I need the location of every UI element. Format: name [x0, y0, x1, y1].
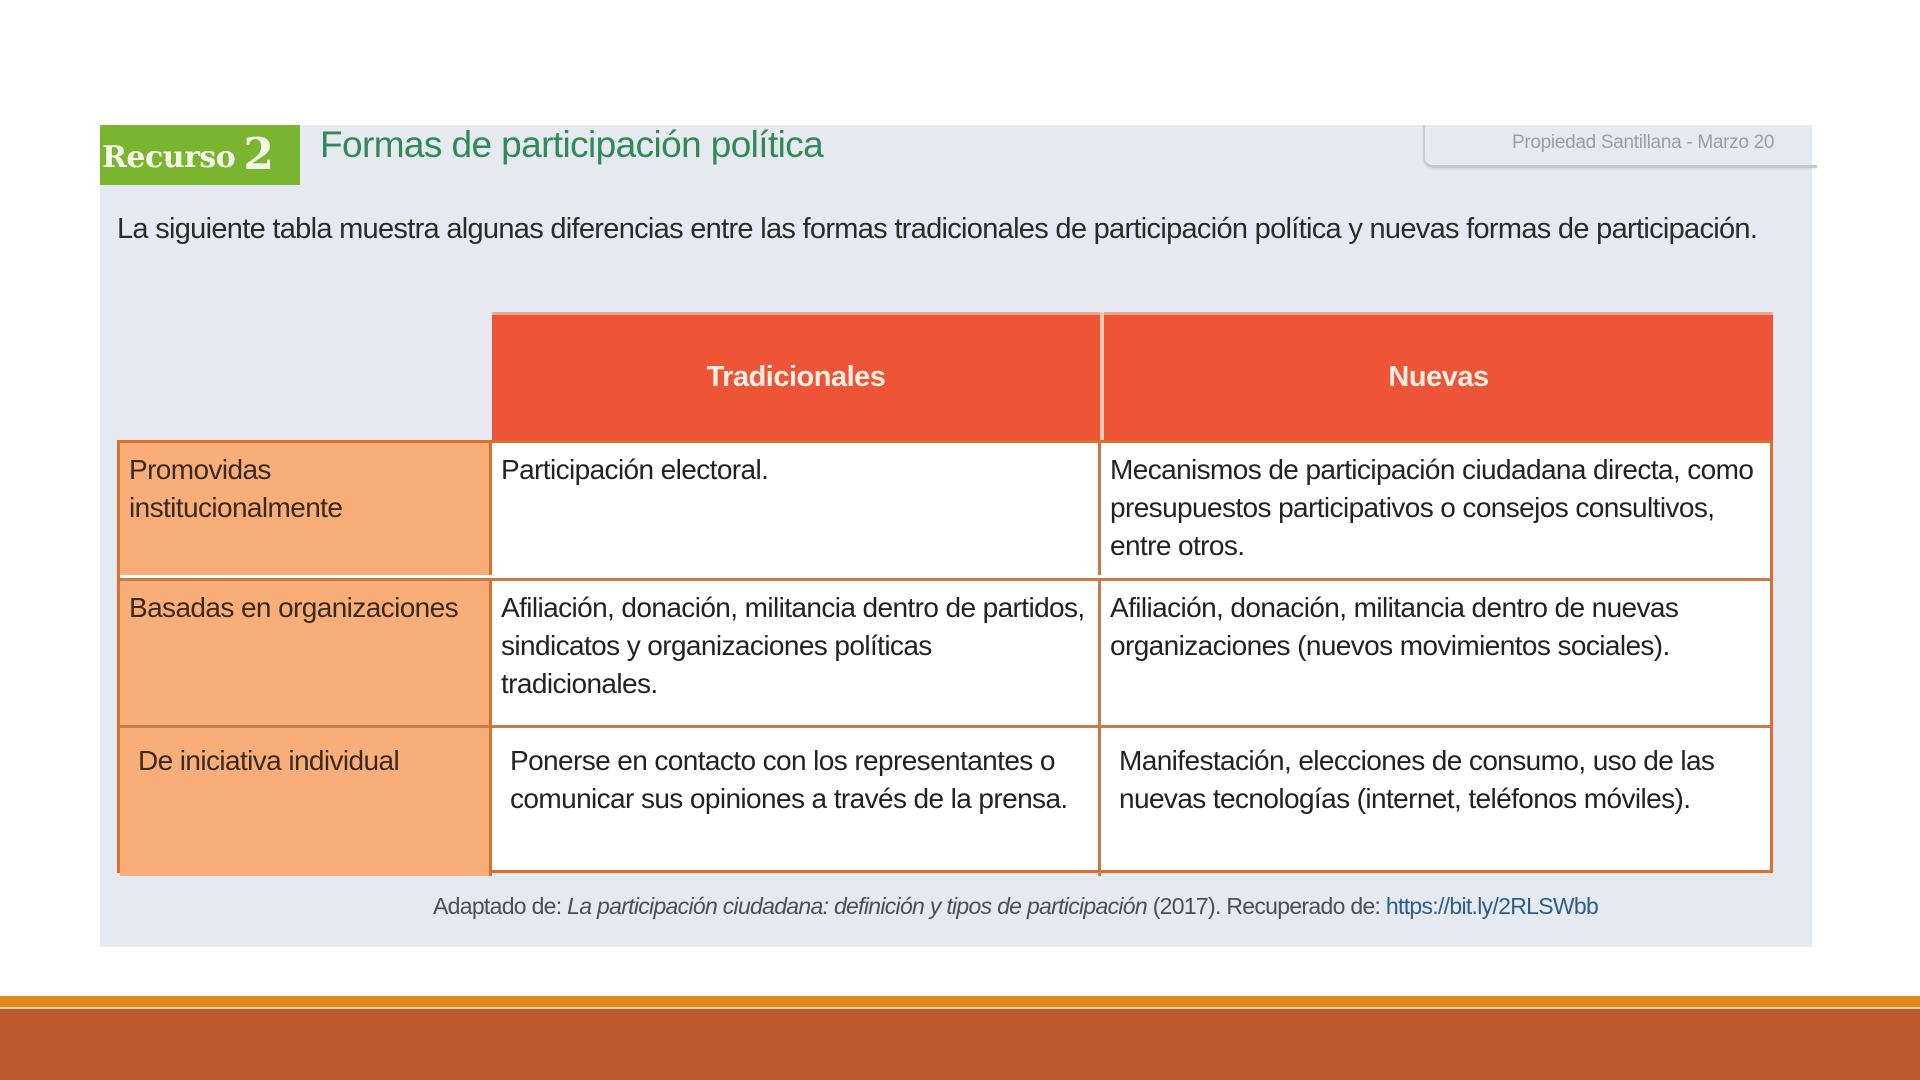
header-nuevas: Nuevas — [1104, 312, 1773, 440]
badge-number: 2 — [243, 129, 274, 180]
cell-tradicionales: Participación electoral. — [492, 443, 1101, 575]
intro-paragraph: La siguiente tabla muestra algunas diferencias entre las formas tradicionales de participación política y nuevas formas de participación. — [117, 213, 1758, 245]
citation-work: La participación ciudadana: definición y tipos de participación — [567, 893, 1147, 919]
row-label: Promovidas institucionalmente — [120, 443, 492, 575]
citation-link[interactable]: https://bit.ly/2RLSWbb — [1385, 893, 1599, 919]
property-stamp: Propiedad Santillana - Marzo 20 — [1512, 132, 1775, 153]
source-citation — [433, 893, 1598, 920]
footer-stripe — [0, 996, 1920, 1007]
footer-bar — [0, 1009, 1920, 1080]
comparison-table — [117, 312, 1773, 873]
table-row — [120, 578, 1770, 728]
property-stamp-tab — [1423, 125, 1817, 168]
resource-title: Formas de participación política — [320, 124, 824, 165]
cell-tradicionales: Ponerse en contacto con los representantes o comunicar sus opiniones a través de la prensa. — [492, 728, 1101, 876]
row-label: De iniciativa individual — [120, 728, 492, 876]
row-label: Basadas en organizaciones — [120, 581, 492, 728]
badge-word: Recurso — [102, 140, 236, 175]
header-tradicionales: Tradicionales — [492, 312, 1100, 440]
resource-badge — [100, 125, 300, 185]
table-row — [120, 443, 1770, 575]
cell-tradicionales: Afiliación, donación, militancia dentro de partidos, sindicatos y organizaciones políticas tradicionales. — [492, 581, 1101, 728]
cell-nuevas: Manifestación, elecciones de consumo, uso de las nuevas tecnologías (internet, teléfonos móviles). — [1119, 745, 1715, 814]
citation-prefix: Adaptado de: — [433, 893, 568, 919]
citation-year: (2017). Recuperado de: — [1147, 893, 1386, 919]
table-body — [117, 440, 1773, 873]
cell-nuevas: Afiliación, donación, militancia dentro de nuevas organizaciones (nuevos movimientos sociales). — [1110, 592, 1679, 661]
table-row — [120, 725, 1770, 876]
cell-nuevas: Mecanismos de participación ciudadana directa, como presupuestos participativos o consejos consultivos, entre otros. — [1110, 454, 1754, 561]
